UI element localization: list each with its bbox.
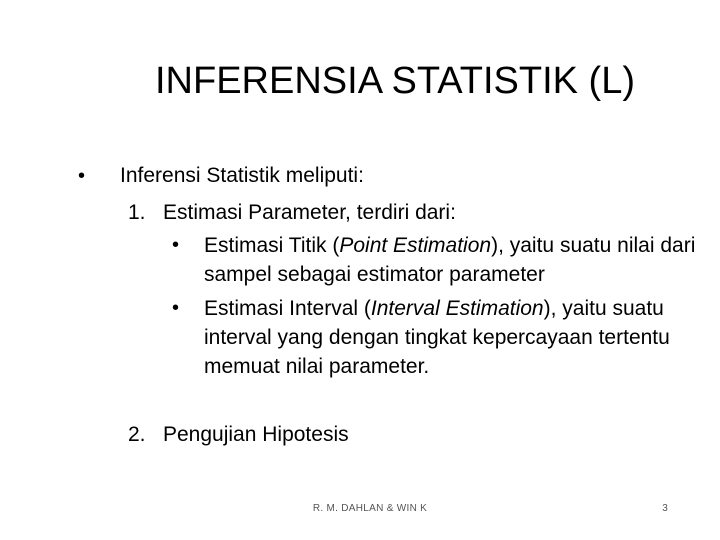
subitem-1-italic: Point Estimation <box>339 234 492 257</box>
item-text-1: Estimasi Parameter, terdiri dari: <box>163 201 456 224</box>
subitem-1-suffix: ), yaitu suatu nilai dari sampel sebagai estimator parameter <box>204 234 696 286</box>
subitem-point-estimation <box>204 231 704 289</box>
sub-bullet-2: • <box>172 297 180 319</box>
sub-bullet-1: • <box>172 234 180 256</box>
lead-text: Inferensi Statistik meliputi: <box>120 164 364 187</box>
main-bullet: • <box>78 165 86 187</box>
item-number-2: 2. <box>128 423 146 446</box>
subitem-interval-estimation <box>204 294 704 381</box>
subitem-2-prefix: Estimasi Interval ( <box>204 297 371 320</box>
item-number-1: 1. <box>128 201 146 224</box>
subitem-1-prefix: Estimasi Titik ( <box>204 234 340 257</box>
page-number: 3 <box>662 503 668 514</box>
subitem-2-suffix: ), yaitu suatu interval yang dengan tingkat kepercayaan tertentu memuat nilai parameter. <box>204 297 670 378</box>
subitem-2-italic: Interval Estimation <box>370 297 544 320</box>
item-text-2: Pengujian Hipotesis <box>163 423 349 446</box>
slide-title: INFERENSIA STATISTIK (L) <box>155 60 635 102</box>
footer-author: R. M. DAHLAN & WIN K <box>312 503 428 514</box>
